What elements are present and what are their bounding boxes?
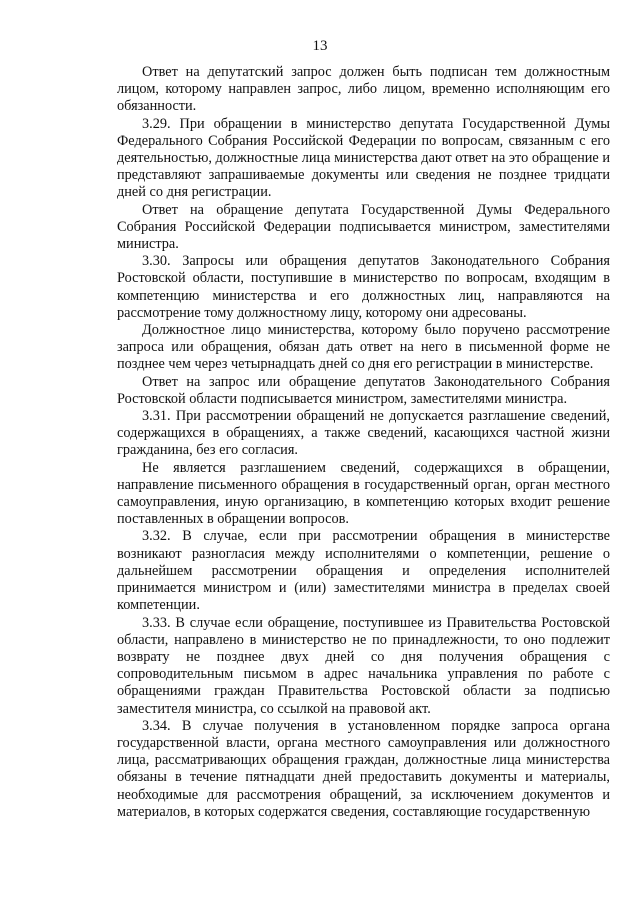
paragraph: Ответ на запрос или обращение депутатов Законодательного Собрания Ростовской области подписывается министром, заместителями министра. <box>117 373 610 407</box>
document-body <box>117 64 610 821</box>
paragraph: 3.30. Запросы или обращения депутатов Законодательного Собрания Ростовской области, поступившие в министерство по вопросам, входящим в компетенцию министерства и его должностных лиц, направляются на рассмотрение тому должностному лицу, которому они адресованы. <box>117 253 610 321</box>
paragraph: Должностное лицо министерства, которому было поручено рассмотрение запроса или обращения, обязан дать ответ на него в письменной форме не позднее чем через четырнадцать дней со дня его регистрации в министерстве. <box>117 322 610 373</box>
paragraph: 3.34. В случае получения в установленном порядке запроса органа государственной власти, органа местного самоуправления или должностного лица, рассматривающих обращения граждан, должностные лица министерства обязаны в течение пятнадцати дней предоставить документы и материалы, необходимые для рассмотрения обращений, за исключением документов и материалов, в которых содержатся сведения, составляющие государственную <box>117 717 610 820</box>
paragraph: Ответ на обращение депутата Государственной Думы Федерального Собрания Российской Федерации подписывается министром, заместителями министра. <box>117 201 610 253</box>
paragraph: 3.29. При обращении в министерство депутата Государственной Думы Федерального Собрания Российской Федерации по вопросам, связанным с его деятельностью, должностные лица министерства дают ответ на это обращение и представляют запрашиваемые документы или сведения не позднее тридцати дней со дня регистрации. <box>117 115 610 201</box>
paragraph: 3.32. В случае, если при рассмотрении обращения в министерстве возникают разногласия между исполнителями о компетенции, решение о дальнейшем рассмотрении обращения и определения исполнителей принимается министром и (или) заместителями министра в пределах своей компетенции. <box>117 528 610 614</box>
paragraph: Ответ на депутатский запрос должен быть подписан тем должностным лицом, которому направлен запрос, либо лицом, временно исполняющим его обязанности. <box>117 64 610 115</box>
paragraph: Не является разглашением сведений, содержащихся в обращении, направление письменного обращения в государственный орган, орган местного самоуправления, иную организацию, в компетенцию которых входит решение поставленных в обращении вопросов. <box>117 459 610 528</box>
paragraph: 3.31. При рассмотрении обращений не допускается разглашение сведений, содержащихся в обращениях, а также сведений, касающихся частной жизни гражданина, без его согласия. <box>117 408 610 459</box>
paragraph: 3.33. В случае если обращение, поступившее из Правительства Ростовской области, направлено в министерство не по принадлежности, то оно подлежит возврату не позднее двух дней со дня получения обращения с сопроводительным письмом в адрес начальника управления по работе с обращениями граждан Правительства Ростовской области за подписью заместителя министра, со ссылкой на правовой акт. <box>117 614 610 717</box>
page-number: 13 <box>312 38 328 54</box>
